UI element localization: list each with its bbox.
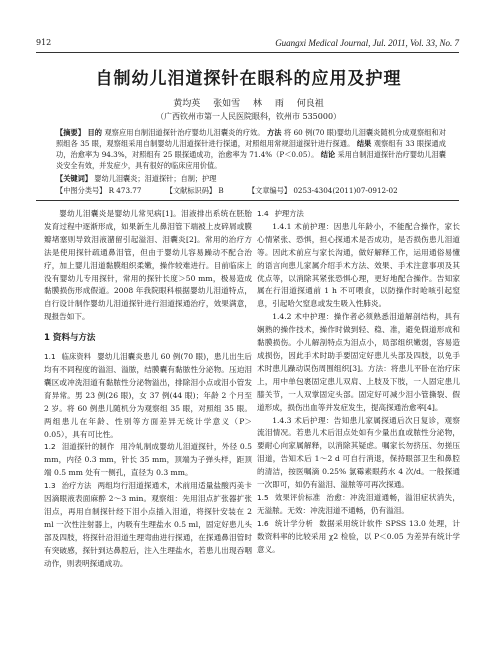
left-column: [44, 208, 252, 570]
paragraph-1-4-2: 1.4.2 术中护理：操作者必须熟悉泪道解剖结构，具有娴熟的操作技术，操作时做到轻、稳、准，避免假道形成和黏膜损伤。小儿解剖特点为泪点小，局部组织嫩弱，容易造成损伤，因此手术时助手要固定好患儿头部及四肢，以免手术时患儿躁动误伤周围组织[3]。方法：将患儿平卧在治疗床上，用中单包裹固定患儿双肩、上肢及下肢，一人固定患儿膝关节，一人双掌固定头部。固定好可减少泪小管撕裂、假道形成，损伤出血等并发症发生，提高探通治愈率[4]。: [257, 312, 460, 412]
subsection-text: 婴幼儿泪囊炎患儿 60 例(70 眼)，患儿出生后均有不同程度的溢泪、溢脓，结膜囊有黏脓性分泌物。压迫泪囊区或冲洗泪道有黏脓性分泌物溢出，排除泪小点或泪小管发育异常。男 23 例(26 眼)，女 37 例(44 眼)；年龄 2 个月至 2 岁。将 60 例患儿随机分为观察组 35 眼，对照组 35 眼。两组患儿在年龄、性别等方面差异无统计学意义（P＞0.05），具有可比性。: [44, 352, 253, 439]
subsection-1-5: [257, 492, 460, 518]
abstract: [56, 127, 446, 184]
method-text: 将 60 例(70 眼)婴幼儿泪囊炎随机分成观察组和对照组各 35 眼，观察组采用自制婴幼儿泪道探针进行探通，对照组用常规泪道探针进行探通。: [56, 128, 446, 148]
subsection-1-2: [44, 441, 252, 480]
subsection-number: 1.2: [44, 442, 56, 452]
affiliation: （广西钦州市第一人民医院眼科，钦州市 535000）: [155, 112, 342, 121]
conclusion-label: 结论: [320, 150, 336, 159]
subsection-number: 1.5: [257, 492, 269, 502]
subsection-1-1: [44, 351, 252, 441]
purpose-text: 观察应用自制泪道探针治疗婴幼儿泪囊炎的疗效。: [104, 128, 265, 137]
journal-citation: Guangxi Medical Journal, Jul. 2011, Vol. 33, No. 7: [275, 38, 459, 48]
keywords-text: 婴幼儿泪囊炎；泪道探针；自制；护理: [94, 174, 217, 183]
article-number: 【文章编号】 0253-4304(2011)07-0912-02: [247, 186, 398, 195]
clc-number: 【中图分类号】 R 473.77: [56, 186, 142, 195]
subsection-text: 数据采用统计软件 SPSS 13.0 处理，计数资料率的比较采用 χ2 检验，以 P＜0.05 为差异有统计学意义。: [257, 518, 461, 554]
header-rule: [36, 52, 459, 53]
purpose-label: 目的: [87, 128, 103, 137]
right-column: [257, 208, 460, 556]
author-list: 黄均英 张如雪 林 雨 何良祖: [173, 99, 324, 109]
paragraph-1-4-3: 1.4.3 术后护理：告知患儿家属探通后次日复诊，观察流泪情况。若患儿术后泪点处如有少量出血或脓性分泌物，要耐心向家属解释，以消除其疑虑。嘱家长勿挤压、勿搓压泪道，告知术后 1～2 d 可自行消退，保持眼部卫生和鼻腔的清洁，按医嘱滴 0.25% 氯霉素眼药水 4 次/d。一般探通一次即可，如仍有溢泪、溢脓等可再次探通。: [257, 415, 460, 490]
subsection-text: 两组均行泪道探通术，术前用适量盐酸丙美卡因滴眼液表面麻醉 2～3 min。观察组：先用泪点扩张器扩张泪点，再用自制探针经下泪小点插入泪道，将探针安装在 2 ml 一次性注射器上，内吸有生理盐水 0.5 ml，固定好患儿头部及四肢，将探针沿泪道生理弯曲进行探通，在探通鼻泪管时有突破感，探针到达鼻腔后，注入生理盐水，若患儿出现吞咽动作，则表明探通成功。: [44, 481, 253, 568]
conclusion-text: 采用自制泪道探针治疗婴幼儿泪囊炎安全有效，并发症少，具有很好的临床应用价值。: [56, 150, 446, 170]
subsection-1-3: [44, 480, 252, 570]
article-title: 自制幼儿泪道探针在眼科的应用及护理: [95, 69, 402, 89]
subsection-title: 治疗方法: [61, 481, 92, 491]
subsection-text: 用冷轧制成婴幼儿泪道探针，外径 0.5 mm，内径 0.3 mm，针长 35 mm，顶端为子弹头样，距顶端 0.5 mm 处有一侧孔，直径为 0.3 mm。: [44, 442, 252, 478]
subsection-title: 临床资料: [61, 352, 92, 362]
subsection-number: 1.4: [257, 209, 269, 218]
abstract-rule: [36, 200, 459, 201]
method-label: 方法: [266, 128, 282, 137]
classification-line: [56, 186, 456, 196]
subsection-title: 效果评价标准: [274, 492, 321, 502]
keywords-label: 【关键词】: [56, 174, 92, 183]
subsection-title: 泪道探针的制作: [61, 442, 115, 452]
abstract-label: 【摘要】: [56, 128, 86, 137]
subsection-1-6: [257, 518, 460, 557]
subsection-text: 治愈：冲洗泪道通畅，溢泪症状消失，无溢脓。无效：冲洗泪道不通畅，仍有溢泪。: [257, 492, 460, 515]
result-label: 结果: [356, 139, 372, 148]
subsection-number: 1.6: [257, 518, 269, 528]
subsection-number: 1.3: [44, 481, 56, 491]
keywords-line: [56, 173, 446, 184]
subsection-1-4: [257, 208, 460, 221]
intro-paragraph: 婴幼儿泪囊炎是婴幼儿常见病[1]。泪液排出系统在胚胎发育过程中逐渐形成，如果新生儿鼻泪管下端被上皮碎屑或膜瓣堵塞则导致泪液潴留引起溢泪、泪囊炎[2]。常用的治疗方法是使用探针疏通鼻泪管，但由于婴幼儿容易躁动不配合治疗，加上婴儿泪道黏膜组织柔嫩，操作较难进行。目前临床上没有婴幼儿专用探针，常用的探针长度＞50 mm，极易造成黏膜损伤形成假道。2008 年我院眼科根据婴幼儿泪道特点，自行设计制作婴幼儿泪道探针进行泪道探通治疗，效果满意，现报告如下。: [44, 209, 252, 322]
subsection-title: 护理方法: [274, 209, 304, 218]
paragraph-1-4-1: 1.4.1 术前护理：因患儿年龄小，不能配合操作，家长心情紧张、恐惧，担心探通术是否成功，是否损伤患儿泪道等。因此术前应与家长沟通，做好解释工作，运用通俗易懂的语言向患儿家属介绍手术方法、效果、手术注意事项及其优点等，以消除其紧张恐惧心理，更好地配合操作。告知家属在行泪道探通前 1 h 不可喂食，以防操作时呛咳引起窒息，引起哈欠窒息或发生吸入性肺炎。: [257, 221, 460, 309]
page-number: 912: [36, 38, 52, 47]
subsection-title: 统计学分析: [274, 518, 314, 528]
running-header: [36, 38, 459, 52]
result-text: 观察组有 33 眼探通成功，治愈率为 94.3%，对照组有 25 眼探通成功，治愈率为 71.4%（P＜0.05）。: [56, 139, 446, 159]
section-heading-materials-methods: 1 资料与方法: [44, 333, 96, 344]
subsection-number: 1.1: [44, 352, 56, 362]
document-code: 【文献标识码】 B: [165, 186, 224, 195]
